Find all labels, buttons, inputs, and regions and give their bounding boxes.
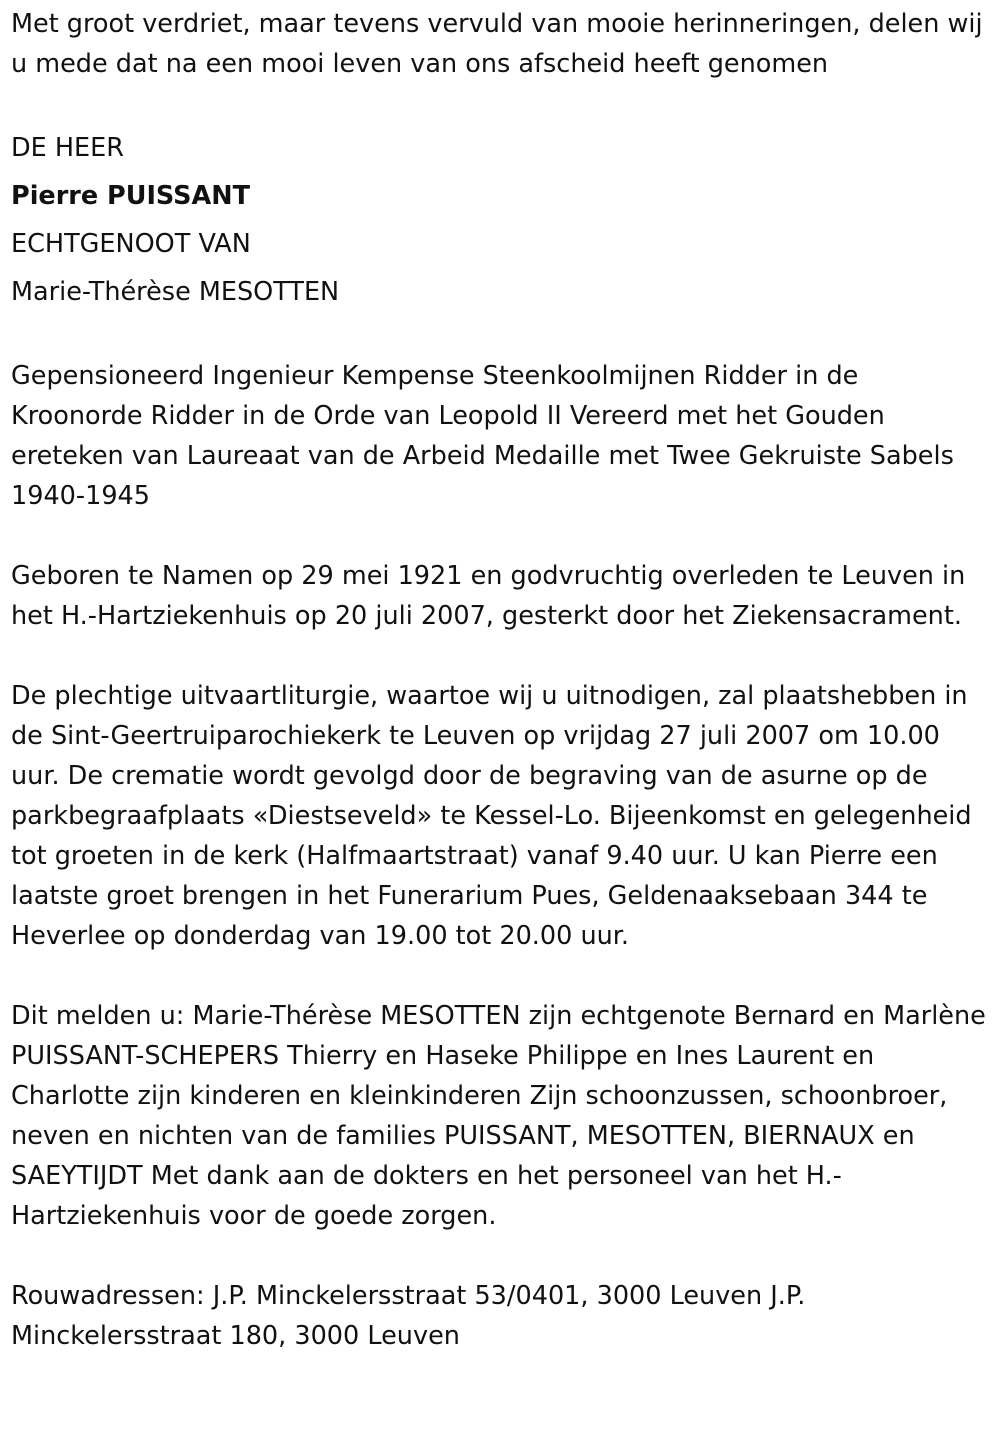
funeral-paragraph: De plechtige uitvaartliturgie, waartoe wij u uitnodigen, zal plaatshebben in de Sint-Geertruiparochiekerk te Leuven op vrijdag 27 juli 2007 om 10.00 uur. De crematie wordt gevolgd door de begraving van de asurne op de parkbegraafplaats «Diestseveld» te Kessel-Lo. Bijeenkomst en gelegenheid tot groeten in de kerk (Halfmaartstraat) vanaf 9.40 uur. U kan Pierre een laatste groet brengen in het Funerarium Pues, Geldenaaksebaan 344 te Heverlee op donderdag van 19.00 tot 20.00 uur.	[11, 681, 972, 951]
deceased-name: Pierre PUISSANT	[11, 181, 250, 211]
title-line: DE HEER	[11, 133, 124, 163]
spacer	[11, 516, 993, 556]
spacer	[11, 956, 993, 996]
obituary-notice	[11, 4, 993, 1356]
intro-paragraph: Met groot verdriet, maar tevens vervuld van mooie herinneringen, delen wij u mede dat na een mooi leven van ons afscheid heeft genomen	[11, 9, 983, 79]
addresses-paragraph: Rouwadressen: J.P. Minckelersstraat 53/0401, 3000 Leuven J.P. Minckelersstraat 180, 3000 Leuven	[11, 1281, 806, 1351]
announcers-paragraph: Dit melden u: Marie-Thérèse MESOTTEN zijn echtgenote Bernard en Marlène PUISSANT-SCHEPERS Thierry en Haseke Philippe en Ines Laurent en Charlotte zijn kinderen en kleinkinderen Zijn schoonzussen, schoonbroer, neven en nichten van de families PUISSANT, MESOTTEN, BIERNAUX en SAEYTIJDT Met dank aan de dokters en het personeel van het H.-Hartziekenhuis voor de goede zorgen.	[11, 1001, 986, 1231]
spacer	[11, 84, 993, 124]
spacer	[11, 636, 993, 676]
birth-death-paragraph: Geboren te Namen op 29 mei 1921 en godvruchtig overleden te Leuven in het H.-Hartziekenhuis op 20 juli 2007, gesterkt door het Ziekensacrament.	[11, 561, 966, 631]
spouse-name: Marie-Thérèse MESOTTEN	[11, 277, 340, 307]
relation-label: ECHTGENOOT VAN	[11, 229, 251, 259]
spacer	[11, 316, 993, 356]
career-paragraph: Gepensioneerd Ingenieur Kempense Steenkoolmijnen Ridder in de Kroonorde Ridder in de Orde van Leopold II Vereerd met het Gouden ereteken van Laureaat van de Arbeid Medaille met Twee Gekruiste Sabels 1940-1945	[11, 361, 954, 511]
spacer	[11, 1236, 993, 1276]
